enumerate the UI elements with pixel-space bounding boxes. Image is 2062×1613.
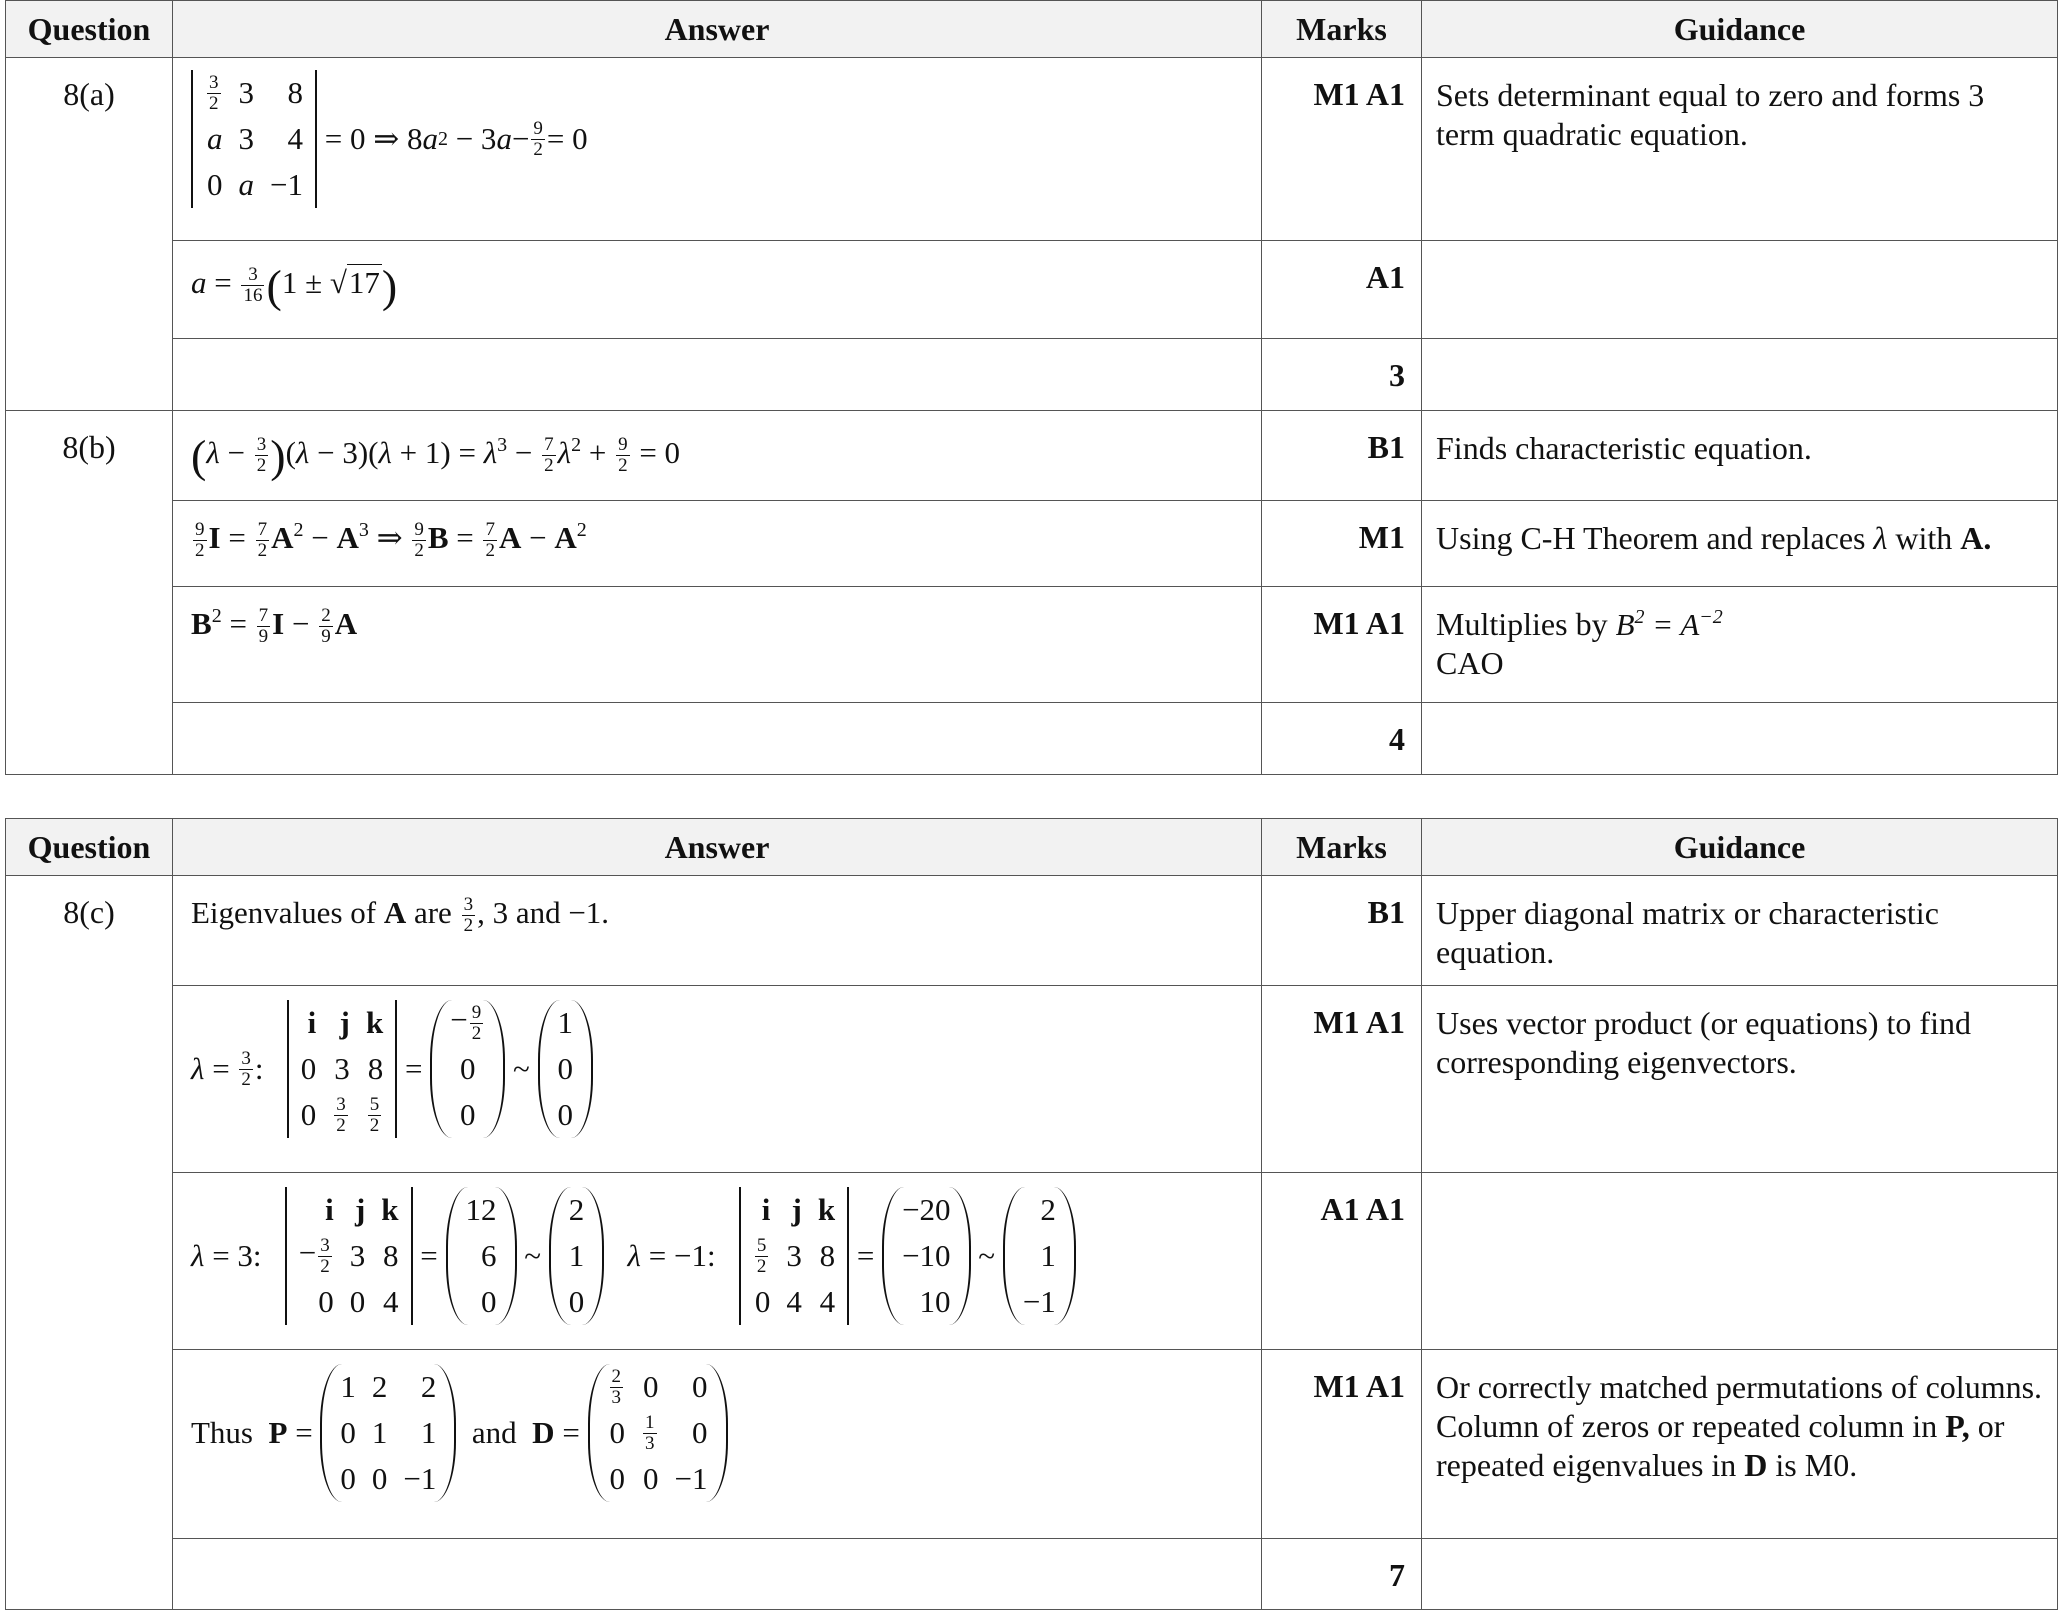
q8a-guidance-2 (1422, 241, 2058, 339)
q8c-row-1 (6, 876, 2058, 986)
q8c-answer-eigvec-2-3: λ = 3: i j k − $\frac{3}{2}$ 3 8 0 0 4 = 12 6 0 ~ 2 1 0 λ = −1: i j k $\frac{5}{2}$ 3 8 0 4 4 = −20 −10 10 ~ 2 1 −1 (173, 1173, 1262, 1350)
q8b-answer-b-squared: $B^2$ = $\frac{7}{9}$ I − $\frac{2}{9}$ A (173, 587, 1262, 703)
q8c-total-guidance (1422, 1539, 2058, 1610)
q8c-guidance-2: Uses vector product (or equations) to find corresponding eigenvectors. (1422, 986, 2058, 1173)
header-guidance: Guidance (1422, 1, 2058, 58)
q8a-answer-a-value: a = $\frac{3}{16}$ (1 ± √17) (173, 241, 1262, 339)
q8a-row-1 (6, 58, 2058, 241)
q8c-row-4 (6, 1350, 2058, 1539)
q8b-row-2 (6, 501, 2058, 587)
q8a-row-2 (6, 241, 2058, 339)
q8c-guidance-1: Upper diagonal matrix or characteristic equation. (1422, 876, 2058, 986)
header-marks: Marks (1262, 1, 1422, 58)
q8b-marks-3: M1 A1 (1262, 587, 1422, 703)
q8b-guidance-2: Using C-H Theorem and replaces λ with A. (1422, 501, 2058, 587)
q8b-row-3 (6, 587, 2058, 703)
q8a-total: 3 (1262, 339, 1422, 411)
header-guidance: Guidance (1422, 819, 2058, 876)
q8b-guidance-1: Finds characteristic equation. (1422, 411, 2058, 501)
q8c-marks-3: A1 A1 (1262, 1173, 1422, 1350)
q8a-marks-1: M1 A1 (1262, 58, 1422, 241)
q8c-total: 7 (1262, 1539, 1422, 1610)
q8a-total-row (6, 339, 2058, 411)
q8a-guidance-1: Sets determinant equal to zero and forms 3 term quadratic equation. (1422, 58, 2058, 241)
q8c-answer-p-and-d: Thus P = 1 2 2 0 1 1 0 0 −1 and D = $\frac{2}{3}$ 0 0 0 $\frac{1}{3}$ 0 0 0 −1 (173, 1350, 1262, 1539)
q8b-answer-ch-theorem: $\frac{9}{2}$ I = $\frac{7}{2}$ $A^2 - A^3$ ⇒ $\frac{9}{2}$ B = $\frac{7}{2}$ $A - A^2$ (173, 501, 1262, 587)
matrix-d: $\frac{2}{3}$ 0 0 0 $\frac{1}{3}$ 0 0 0 −1 (588, 1364, 728, 1502)
q8c-guidance-4: Or correctly matched permutations of columns. Column of zeros or repeated column in P, or repeated eigenvalues in D is M0. (1422, 1350, 2058, 1539)
q8b-guidance-3: Multiplies by $B^2 = A^{-2}$ CAO (1422, 587, 2058, 703)
q8c-answer-eigenvalues: Eigenvalues of A are $\frac{3}{2}$ , 3 and −1. (173, 876, 1262, 986)
q8a-answer-determinant: $\frac{3}{2}$ 3 8 a 3 4 0 a −1 = 0 ⇒ 8 a 2 − 3 a − $\frac{9}{2}$ = 0 (173, 58, 1262, 241)
q8b-marks-1: B1 (1262, 411, 1422, 501)
q8c-answer-eigvec-1: λ = $\frac{3}{2}$ : i j k 0 3 8 0 $\frac{3}{2}$ $\frac{5}{2}$ = − $\frac{9}{2}$ 0 0 ~ 1 0 0 (173, 986, 1262, 1173)
q8b-total-answer (173, 703, 1262, 775)
header-row-2 (6, 819, 2058, 876)
q8c-marks-4: M1 A1 (1262, 1350, 1422, 1539)
mark-scheme-table-2 (5, 818, 2058, 1610)
q8b-row-1 (6, 411, 2058, 501)
q8b-total: 4 (1262, 703, 1422, 775)
q8b-marks-2: M1 (1262, 501, 1422, 587)
q8b-answer-characteristic: (λ − $\frac{3}{2}$ )$(\lambda - 3)(\lambda + 1) = \lambda^3$ − $\frac{7}{2}$ $\lambda^2$ + $\frac{9}{2}$ = 0 (173, 411, 1262, 501)
mark-scheme-table-1 (5, 0, 2058, 775)
header-row (6, 1, 2058, 58)
q8a-marks-2: A1 (1262, 241, 1422, 339)
question-label-8b: 8(b) (6, 411, 173, 775)
q8b-total-guidance (1422, 703, 2058, 775)
q8c-marks-1: B1 (1262, 876, 1422, 986)
q8a-total-answer (173, 339, 1262, 411)
q8b-total-row (6, 703, 2058, 775)
header-question: Question (6, 1, 173, 58)
header-marks: Marks (1262, 819, 1422, 876)
q8c-guidance-3 (1422, 1173, 2058, 1350)
q8c-total-row (6, 1539, 2058, 1610)
header-question: Question (6, 819, 173, 876)
matrix-p: 1 2 2 0 1 1 0 0 −1 (320, 1364, 456, 1502)
q8c-total-answer (173, 1539, 1262, 1610)
q8c-marks-2: M1 A1 (1262, 986, 1422, 1173)
q8c-row-3 (6, 1173, 2058, 1350)
question-label-8c: 8(c) (6, 876, 173, 1610)
q8a-total-guidance (1422, 339, 2058, 411)
q8c-row-2 (6, 986, 2058, 1173)
question-label-8a: 8(a) (6, 58, 173, 411)
determinant-matrix: $\frac{3}{2}$ 3 8 a 3 4 0 a −1 (191, 70, 317, 208)
header-answer: Answer (173, 819, 1262, 876)
header-answer: Answer (173, 1, 1262, 58)
